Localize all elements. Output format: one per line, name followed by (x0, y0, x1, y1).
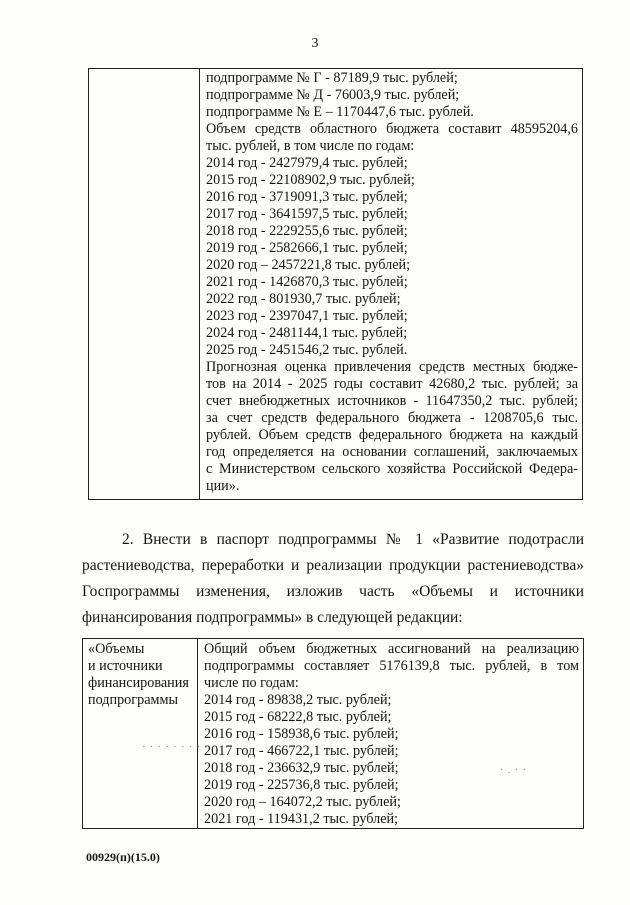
year-line: 2017 год - 3641597,5 тыс. рублей; (206, 206, 408, 222)
year-line: 2022 год - 801930,7 тыс. рублей; (206, 291, 401, 307)
intro-line: Общий объем бюджетных ассигнований на реализацию (204, 641, 579, 657)
page-number: 3 (311, 36, 319, 51)
year-line: 2018 год - 236632,9 тыс. рублей; (204, 760, 399, 776)
text-line: подпрограмме № Г - 87189,9 тыс. рублей; (206, 70, 458, 86)
year-line: 2019 год - 2582666,1 тыс. рублей; (206, 240, 408, 256)
instruction-paragraph (82, 527, 584, 631)
instruction-line: 2. Внести в паспорт подпрограммы № 1 «Развитие подотрасли (122, 531, 584, 548)
text-line: подпрограмме № Е – 1170447,6 тыс. рублей. (206, 104, 474, 120)
intro-line: числе по годам: (204, 675, 299, 691)
year-line: 2021 год - 1426870,3 тыс. рублей; (206, 274, 408, 290)
year-line: 2014 год - 2427979,4 тыс. рублей; (206, 155, 408, 171)
year-line: 2014 год - 89838,2 тыс. рублей; (204, 692, 392, 708)
year-line: 2018 год - 2229255,6 тыс. рублей; (206, 223, 408, 239)
table2-right-cell (198, 639, 584, 829)
table1-right-cell (200, 69, 583, 500)
year-line: 2025 год - 2451546,2 тыс. рублей. (206, 342, 408, 358)
document-code: 00929(п)(15.0) (86, 850, 160, 864)
left-label-line: и источники (88, 658, 163, 674)
instruction-line: финансирования подпрограммы» в следующей редакции: (82, 609, 463, 626)
funding-table-new (82, 638, 584, 829)
paragraph-line: с Министерством сельского хозяйства Российской Федера- (206, 461, 578, 477)
table1-left-cell (89, 69, 200, 500)
year-line: 2024 год - 2481144,1 тыс. рублей; (206, 325, 408, 341)
paragraph-line: год определяется на основании соглашений, заключаемых (206, 444, 578, 460)
table2-left-cell (83, 639, 198, 829)
text-line: Объем средств областного бюджета составит 48595204,6 (206, 121, 578, 137)
paragraph-line: счет внебюджетных источников - 11647350,2 тыс. рублей; (206, 393, 578, 409)
year-line: 2015 год - 68222,8 тыс. рублей; (204, 709, 392, 725)
paragraph-line: тов на 2014 - 2025 годы составит 42680,2 тыс. рублей; за (206, 376, 578, 392)
left-label-line: подпрограммы (88, 692, 178, 708)
scan-artifact: · · · · · · · · · (142, 742, 209, 753)
left-label-line: финансирования (88, 675, 189, 691)
year-line: 2015 год - 22108902,9 тыс. рублей; (206, 172, 415, 188)
year-line: 2023 год - 2397047,1 тыс. рублей; (206, 308, 408, 324)
paragraph-line: Прогнозная оценка привлечения средств местных бюдже- (206, 359, 578, 375)
text-line: тыс. рублей, в том числе по годам: (206, 138, 415, 154)
year-line: 2016 год - 3719091,3 тыс. рублей; (206, 189, 408, 205)
paragraph-line: рублей. Объем средств федерального бюджета на каждый (206, 427, 578, 443)
year-line: 2017 год - 466722,1 тыс. рублей; (204, 743, 399, 759)
year-line: 2020 год – 2457221,8 тыс. рублей; (206, 257, 411, 273)
paragraph-line: за счет средств федерального бюджета - 1208705,6 тыс. (206, 410, 578, 426)
paragraph-line: ции». (206, 478, 240, 494)
year-line: 2019 год - 225736,8 тыс. рублей; (204, 777, 399, 793)
left-label-line: «Объемы (88, 641, 145, 657)
scan-artifact: · . · · (500, 765, 527, 776)
year-line: 2020 год – 164072,2 тыс. рублей; (204, 794, 401, 810)
instruction-line: Госпрограммы изменения, изложив часть «Объемы и источники (82, 583, 584, 600)
year-line: 2021 год - 119431,2 тыс. рублей; (204, 811, 399, 827)
instruction-line: растениеводства, переработки и реализации продукции растениеводства» (82, 557, 584, 574)
intro-line: подпрограммы составляет 5176139,8 тыс. рублей, в том (204, 658, 579, 674)
text-line: подпрограмме № Д - 76003,9 тыс. рублей; (206, 87, 460, 103)
funding-table-continued (88, 68, 583, 500)
year-line: 2016 год - 158938,6 тыс. рублей; (204, 726, 399, 742)
